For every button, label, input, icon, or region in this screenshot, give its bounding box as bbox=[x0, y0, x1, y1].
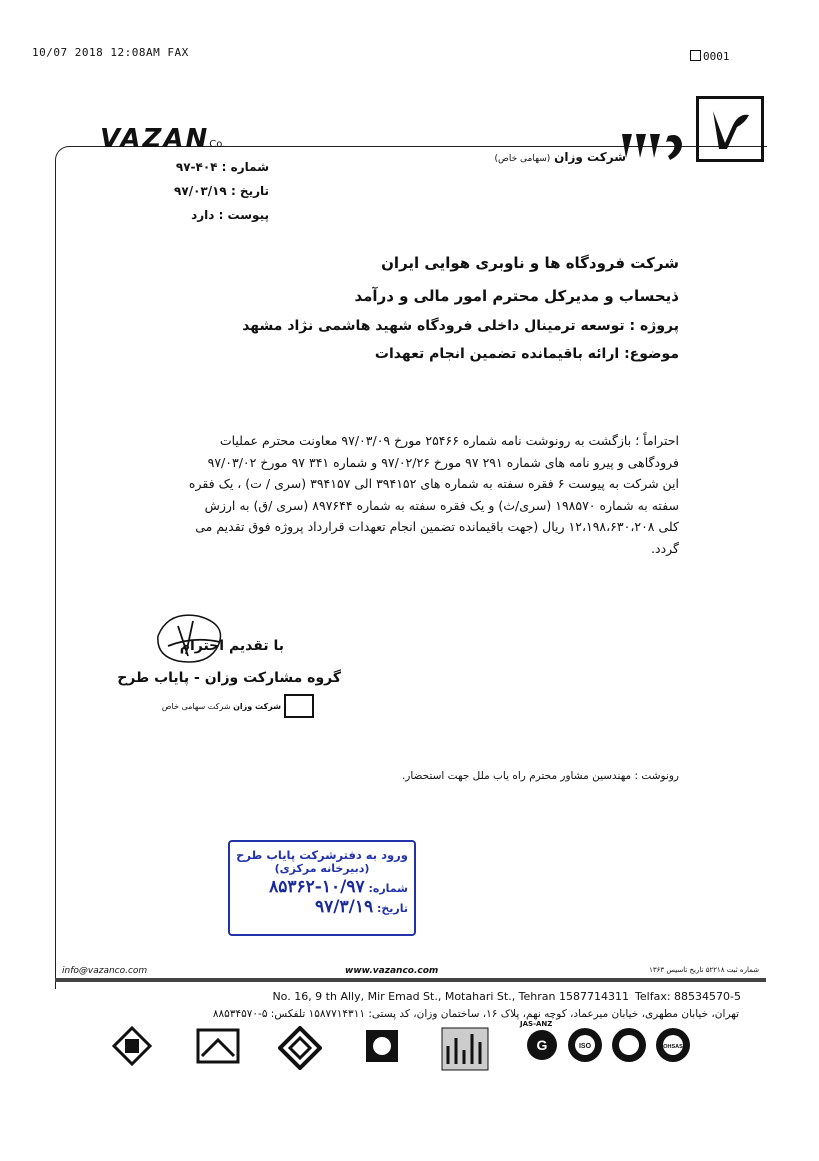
partner-logo-1-icon bbox=[112, 1026, 152, 1070]
body-line: گردد. bbox=[651, 540, 679, 556]
jas-anz-logo: JAS-ANZ G bbox=[520, 1020, 564, 1066]
footer-address-fa: تهران، خیابان مطهری، خیابان میرعماد، کوچه نهم، پلاک ۱۶، ساختمان وزان، کد پستی: ۱۵۸۷۷۱۴۳۱۱ تلفکس: ۵-۸۸۵۳۴۵۷۰ bbox=[212, 1008, 739, 1020]
body-line: کلی ۱۲،۱۹۸،۶۳۰،۲۰۸ ریال (جهت باقیمانده تضمین انجام تعهدات قرارداد پروژه فوق تقدیم می bbox=[195, 519, 679, 534]
fax-page-number: 0001 bbox=[690, 50, 730, 63]
vazan-persian-logo-icon bbox=[618, 126, 690, 166]
svg-text:ISO: ISO bbox=[578, 1043, 592, 1050]
svg-text:G: G bbox=[536, 1037, 548, 1053]
footer-divider bbox=[55, 978, 766, 982]
footer-address-en: No. 16, 9 th Ally, Mir Emad St., Motahari St., Tehran 1587714311 bbox=[272, 990, 629, 1003]
ohsas-badge-icon bbox=[654, 1026, 692, 1068]
body-line: سفته به شماره ۱۹۸۵۷۰ (سری/ث) و یک فقره سفته به شماره ۸۹۷۶۴۴ (سری /ق) به ارزش bbox=[204, 497, 679, 513]
closing-respect: با تقدیم احترام bbox=[179, 638, 284, 654]
svg-text:OHSAS: OHSAS bbox=[663, 1044, 683, 1050]
company-name: شرکت وزان (سهامی خاص) bbox=[494, 150, 626, 164]
letter-number: شماره : ۴۰۴-۹۷ bbox=[175, 160, 269, 174]
logo-mark-icon bbox=[699, 99, 761, 159]
body-line: فرودگاهی و پیرو نامه های شماره ۲۹۱ ۹۷ مورخ ۹۷/۰۲/۲۶ و شماره ۳۴۱ ۹۷ مورخ ۹۷/۰۳/۰۲ bbox=[207, 454, 679, 470]
partner-logo-2-icon bbox=[196, 1026, 240, 1070]
stamp-title: ورود به دفترشرکت پایاب طرح bbox=[236, 848, 408, 862]
incoming-stamp bbox=[228, 840, 416, 936]
letter-date: تاریخ : ۹۷/۰۳/۱۹ bbox=[174, 184, 269, 198]
recipient-org: شرکت فرودگاه ها و ناوبری هوایی ایران bbox=[381, 254, 679, 272]
stamp-date: تاریخ: ۹۷/۳/۱۹ bbox=[315, 897, 408, 917]
logo-wordmark bbox=[618, 126, 690, 170]
partner-logo-3-icon bbox=[278, 1026, 322, 1074]
subject-line: موضوع: ارائه باقیمانده تضمین انجام تعهدات bbox=[374, 346, 679, 362]
partner-logo-4-icon bbox=[362, 1026, 402, 1070]
small-company-line: شرکت وزان شرکت سهامی خاص bbox=[161, 702, 281, 711]
jas-anz-icon bbox=[520, 1028, 564, 1062]
company-logo bbox=[696, 96, 764, 162]
partner-logo-5-icon bbox=[440, 1026, 490, 1076]
footer-telfax-en: Telfax: 88534570-5 bbox=[635, 990, 741, 1003]
letter-body bbox=[119, 430, 679, 559]
letter-attachment: پیوست : دارد bbox=[191, 208, 269, 222]
iso-badge-2-icon bbox=[610, 1026, 648, 1068]
fax-header: 10/07 2018 12:08AM FAX bbox=[32, 46, 189, 59]
footer-registration: شماره ثبت ۵۲۲۱۸ تاریخ تاسیس ۱۳۶۳ bbox=[649, 966, 759, 974]
signer-name: گروه مشارکت وزان - پایاب طرح bbox=[117, 670, 341, 686]
cc-line: رونوشت : مهندسین مشاور محترم راه یاب ملل جهت استحضار. bbox=[401, 770, 679, 782]
footer-email: info@vazanco.com bbox=[62, 966, 148, 976]
recipient-title: ذیحساب و مدیرکل محترم امور مالی و درآمد bbox=[354, 287, 679, 305]
iso-badge-1-icon bbox=[566, 1026, 604, 1068]
fax-page-icon bbox=[690, 50, 701, 61]
project-line: پروژه : توسعه ترمینال داخلی فرودگاه شهید هاشمی نژاد مشهد bbox=[242, 318, 679, 334]
stamp-number: شماره: ۱۰/۹۷-۸۵۳۶۲ bbox=[269, 877, 408, 897]
body-line: احتراماً ؛ بازگشت به رونوشت نامه شماره ۲۵۴۶۶ مورخ ۹۷/۰۳/۰۹ معاونت محترم عملیات bbox=[219, 433, 679, 448]
stamp-subtitle: (دبیرخانه مرکزی) bbox=[274, 862, 370, 875]
footer-website: www.vazanco.com bbox=[345, 966, 439, 976]
body-line: این شرکت به پیوست ۶ فقره سفته به شماره های ۳۹۴۱۵۲ الی ۳۹۴۱۵۷ (سری / ت) ، یک فقره bbox=[188, 476, 679, 491]
small-logo-icon bbox=[284, 694, 314, 718]
brand-logo-text: VAZANCo. bbox=[100, 124, 226, 154]
